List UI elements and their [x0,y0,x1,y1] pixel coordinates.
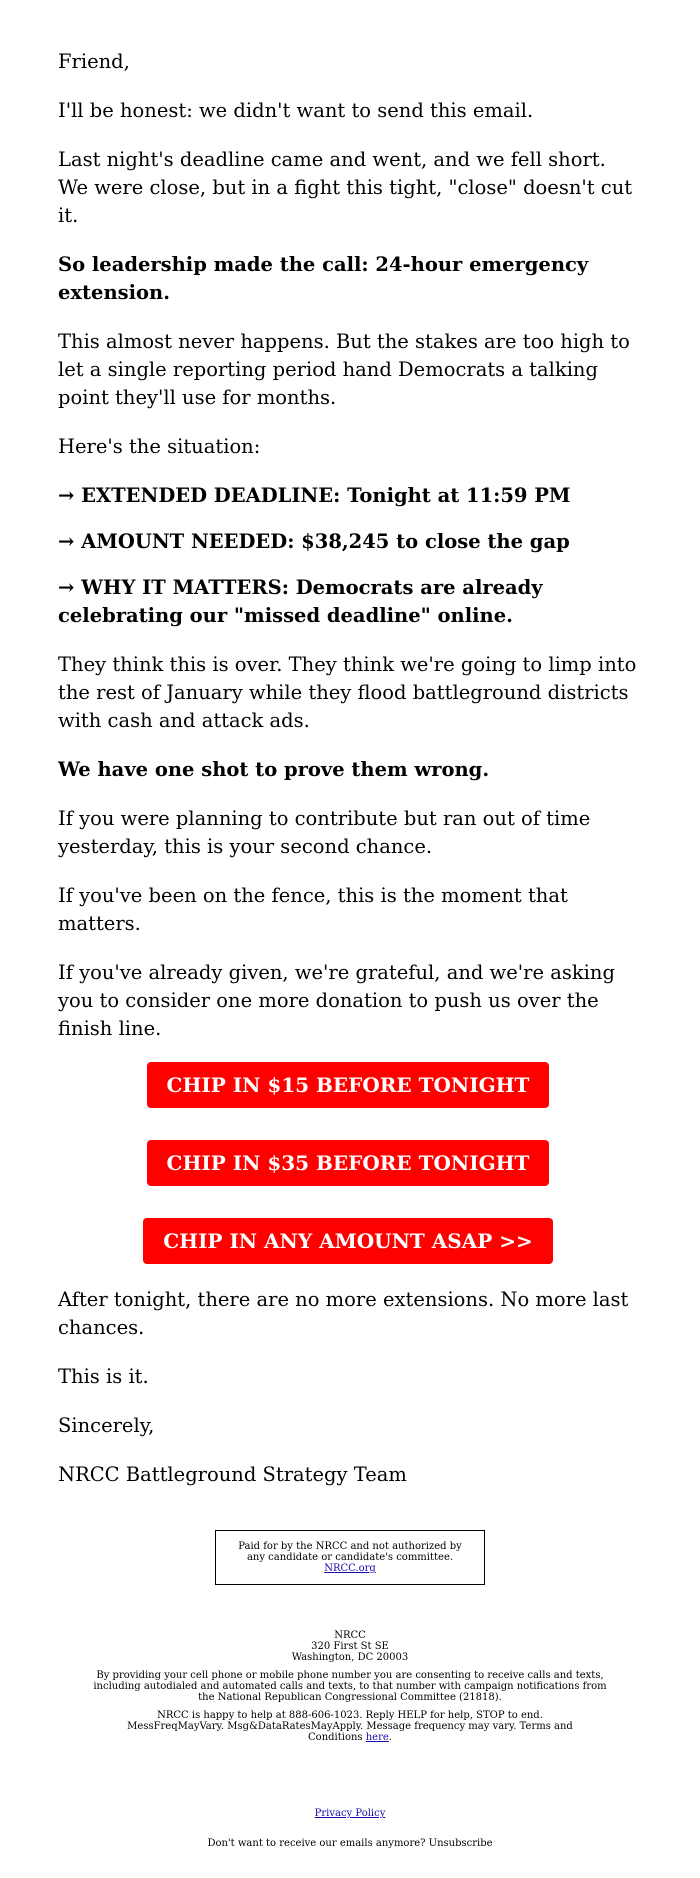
body-paragraph: They think this is over. They think we're going to limp into the rest of January while they flood battleground districts with cash and attack ads. [58,653,637,732]
privacy-policy-link[interactable]: Privacy Policy [314,1808,386,1819]
body-paragraph: I'll be honest: we didn't want to send this email. [58,99,534,122]
paid-for-text: Paid for by the NRCC and not authorized by any candidate or candidate's committee. [238,1541,462,1563]
deadline-bullet: → EXTENDED DEADLINE: Tonight at 11:59 PM [58,484,571,507]
body-paragraph: If you've already given, we're grateful, and we're asking you to consider one more donation to push us over the finish line. [58,961,615,1040]
closing-paragraph: This is it. [58,1365,149,1388]
body-paragraph: Here's the situation: [58,435,261,458]
mailing-address [0,1630,700,1663]
footer [0,1510,700,1849]
org-name: NRCC [334,1630,366,1641]
city-address: Washington, DC 20003 [291,1652,409,1663]
signature: NRCC Battleground Strategy Team [58,1463,407,1486]
chip-in-35-button[interactable]: CHIP IN $35 BEFORE TONIGHT [147,1140,550,1186]
why-bullet: → WHY IT MATTERS: Democrats are already celebrating our "missed deadline" online. [58,576,543,627]
sms-terms-text: NRCC is happy to help at 888-606-1023. Reply HELP for help, STOP to end. MessFreqMayVary. Msg&DataRatesMayApply. Message frequency may vary. Terms and Conditions [127,1710,573,1743]
body-paragraph: This almost never happens. But the stakes are too high to let a single reporting period hand Democrats a talking point they'll use for months. [58,330,630,409]
nrcc-org-link[interactable]: NRCC.org [324,1563,376,1574]
closing-paragraph: After tonight, there are no more extensions. No more last chances. [58,1288,629,1339]
body-paragraph: Last night's deadline came and went, and we fell short. We were close, but in a fight this tight, "close" doesn't cut it. [58,148,633,227]
body-paragraph: If you were planning to contribute but ran out of time yesterday, this is your second chance. [58,807,591,858]
sms-terms: NRCC is happy to help at 888-606-1023. Reply HELP for help, STOP to end. MessFreqMayVary. Msg&DataRatesMayApply. Message frequency may vary. Terms and Conditions here. [127,1710,573,1743]
privacy-row [0,1808,700,1819]
cta-row [58,1062,638,1108]
unsubscribe-text[interactable]: Don't want to receive our emails anymore? Unsubscribe [207,1838,493,1849]
cta-row [58,1140,638,1186]
body-paragraph: If you've been on the fence, this is the moment that matters. [58,884,568,935]
chip-in-any-amount-button[interactable]: CHIP IN ANY AMOUNT ASAP >> [143,1218,552,1264]
phone-consent-disclaimer: By providing your cell phone or mobile phone number you are consenting to receive calls and texts, including autodialed and automated calls and texts, to that number with campaign notifications from the National Republican Congressional Committee (21818). [93,1670,607,1703]
paid-for-disclaimer-box [215,1530,485,1585]
street-address: 320 First St SE [311,1641,389,1652]
greeting: Friend, [58,50,130,73]
cta-row [58,1218,638,1264]
email-body [58,0,638,1489]
emphasis-paragraph: We have one shot to prove them wrong. [58,758,490,781]
sign-off: Sincerely, [58,1414,155,1437]
amount-bullet: → AMOUNT NEEDED: $38,245 to close the gap [58,530,570,553]
chip-in-15-button[interactable]: CHIP IN $15 BEFORE TONIGHT [147,1062,550,1108]
emphasis-paragraph: So leadership made the call: 24-hour emergency extension. [58,253,589,304]
terms-link[interactable]: here [365,1732,389,1743]
